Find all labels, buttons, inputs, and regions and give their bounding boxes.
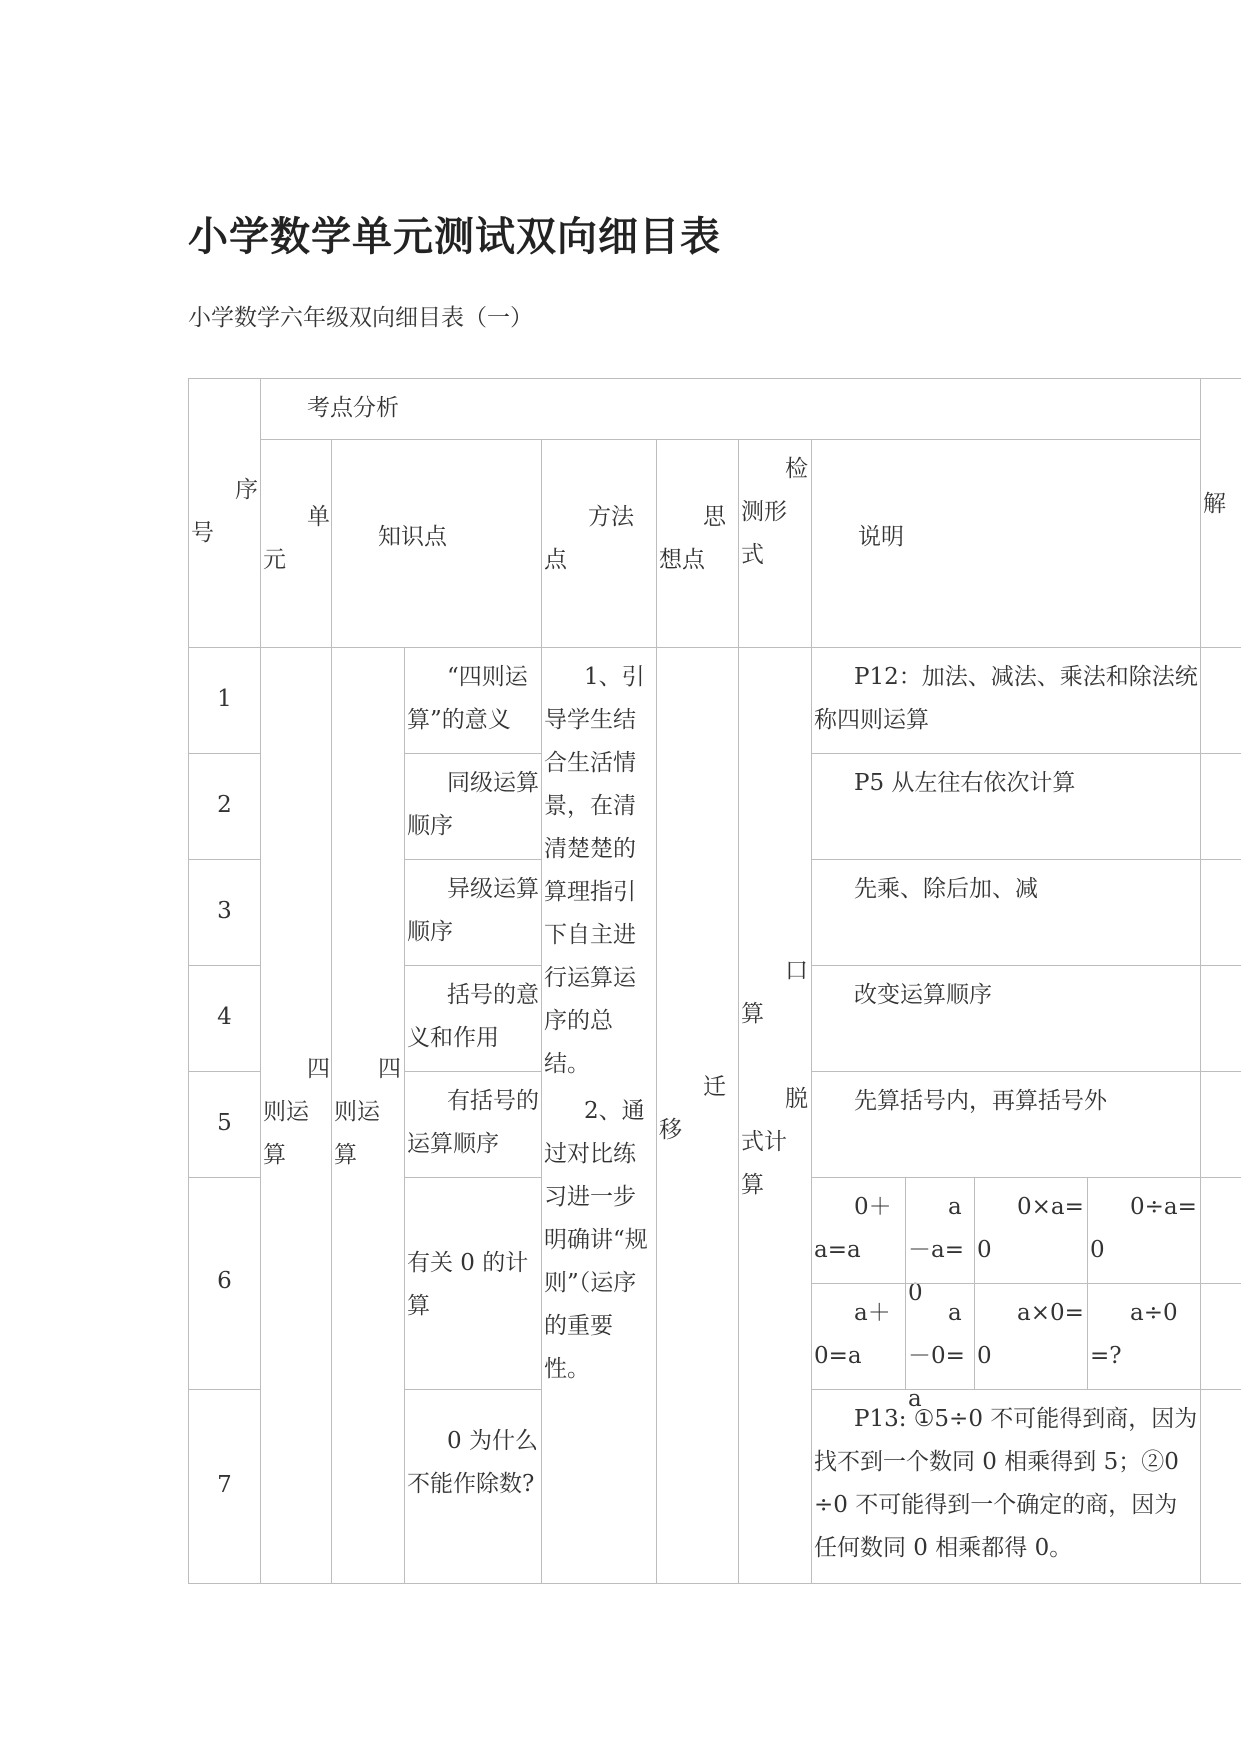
knowledge-text: 异级运算顺序: [407, 876, 539, 945]
extra-cell-3: [1200, 859, 1241, 966]
knowledge-cell-1: [404, 647, 542, 754]
knowledge-text: 括号的意义和作用: [407, 982, 539, 1051]
seq-value: 4: [217, 1004, 232, 1030]
thought-value: 迁移: [659, 1074, 726, 1143]
seq-cell-7: [188, 1389, 261, 1584]
seq-value: 1: [217, 686, 232, 712]
zero-rule-cell: [905, 1177, 975, 1306]
zero-rule-cell: [1087, 1283, 1201, 1390]
knowledge-text: 0 为什么不能作除数?: [407, 1428, 538, 1497]
unit-cell: [260, 647, 332, 1584]
seq-value: 2: [217, 792, 232, 818]
seq-cell-4: [188, 965, 261, 1072]
zero-rule: 0＋a=a: [814, 1194, 892, 1263]
header-form: 检测形式: [741, 456, 808, 568]
header-group-cell: [260, 378, 1201, 440]
header-method: 方法点: [544, 504, 634, 573]
page-subtitle: 小学数学六年级双向细目表（一）: [188, 305, 533, 331]
header-desc-cell: [811, 439, 1201, 648]
zero-rule-cell: [811, 1283, 906, 1390]
knowledge-text: 有关 0 的计算: [407, 1250, 529, 1319]
desc-text: P12：加法、减法、乘法和除法统称四则运算: [814, 664, 1198, 733]
seq-value: 3: [217, 898, 232, 924]
method-cell: [541, 647, 657, 1584]
header-seq-cell: [188, 378, 261, 648]
header-form-cell: [738, 439, 812, 648]
desc-text: 先算括号内，再算括号外: [854, 1088, 1107, 1114]
form-paragraph-2: 脱式计算: [741, 1086, 808, 1198]
zero-rule: 0÷a=0: [1090, 1194, 1197, 1263]
header-extra-cell: [1200, 378, 1241, 648]
unit-value: 四则运算: [263, 1056, 330, 1168]
knowledge-text: “四则运算”的意义: [407, 664, 528, 733]
zero-rule: a＋0=a: [814, 1300, 891, 1369]
seq-cell-3: [188, 859, 261, 966]
header-group: 考点分析: [307, 395, 399, 421]
desc-text: P13: ①5÷0 不可能得到商，因为找不到一个数同 0 相乘得到 5；②0÷0 不可能得到一个确定的商，因为任何数同 0 相乘都得 0。: [814, 1406, 1198, 1561]
extra-cell-7: [1200, 1389, 1241, 1584]
extra-cell-6b: [1200, 1283, 1241, 1390]
seq-value: 5: [217, 1110, 232, 1136]
header-seq: 序号: [191, 477, 258, 546]
knowledge-cell-6: [404, 1177, 542, 1390]
zero-rule-cell: [1087, 1177, 1201, 1284]
form-cell: [738, 647, 812, 1584]
seq-cell-5: [188, 1071, 261, 1178]
extra-cell-2: [1200, 753, 1241, 860]
zero-rule-cell: [905, 1283, 975, 1412]
desc-cell-1: [811, 647, 1201, 754]
knowledge-text: 同级运算顺序: [407, 770, 539, 839]
thought-cell: [656, 647, 739, 1584]
method-paragraph-2: 2、通过对比练习进一步明确讲“规则”（运序的重要性。: [544, 1098, 648, 1382]
desc-text: P5 从左往右依次计算: [854, 770, 1076, 796]
subunit-value: 四则运算: [334, 1056, 401, 1168]
zero-rule: a×0=0: [977, 1300, 1084, 1369]
knowledge-cell-4: [404, 965, 542, 1072]
seq-value: 7: [217, 1472, 232, 1498]
method-paragraph-1: 1、引导学生结合生活情景，在清清楚楚的算理指引下自主进行运算运序的总结。: [544, 664, 645, 1077]
knowledge-cell-3: [404, 859, 542, 966]
seq-cell-6: [188, 1177, 261, 1390]
header-thought: 思想点: [659, 504, 726, 573]
zero-rule: a－0=a: [908, 1300, 965, 1412]
zero-rule: 0×a=0: [977, 1194, 1084, 1263]
knowledge-cell-2: [404, 753, 542, 860]
page-title: 小学数学单元测试双向细目表: [188, 213, 721, 260]
header-unit: 单元: [263, 504, 330, 573]
subunit-cell: [331, 647, 405, 1584]
zero-rule-cell: [974, 1283, 1088, 1390]
extra-cell-6a: [1200, 1177, 1241, 1284]
extra-cell-1: [1200, 647, 1241, 754]
desc-cell-4: [811, 965, 1201, 1072]
desc-cell-7: [811, 1389, 1201, 1584]
knowledge-text: 有括号的运算顺序: [407, 1088, 539, 1157]
header-thought-cell: [656, 439, 739, 648]
desc-cell-5: [811, 1071, 1201, 1178]
extra-cell-5: [1200, 1071, 1241, 1178]
zero-rule: a－a=0: [908, 1194, 964, 1306]
header-method-cell: [541, 439, 657, 648]
zero-rule-cell: [811, 1177, 906, 1284]
knowledge-cell-7: [404, 1389, 542, 1584]
seq-cell-1: [188, 647, 261, 754]
header-unit-cell: [260, 439, 332, 648]
zero-rule: a÷0=?: [1090, 1300, 1178, 1369]
knowledge-cell-5: [404, 1071, 542, 1178]
desc-text: 改变运算顺序: [854, 982, 992, 1008]
header-desc: 说明: [858, 524, 904, 550]
header-knowledge: 知识点: [378, 524, 447, 550]
header-knowledge-cell: [331, 439, 542, 648]
zero-rule-cell: [974, 1177, 1088, 1284]
header-extra: 解: [1203, 491, 1226, 517]
extra-cell-4: [1200, 965, 1241, 1072]
desc-cell-2: [811, 753, 1201, 860]
form-paragraph-1: 口算: [741, 958, 808, 1027]
seq-value: 6: [217, 1268, 232, 1294]
desc-text: 先乘、除后加、减: [854, 876, 1038, 902]
desc-cell-3: [811, 859, 1201, 966]
seq-cell-2: [188, 753, 261, 860]
